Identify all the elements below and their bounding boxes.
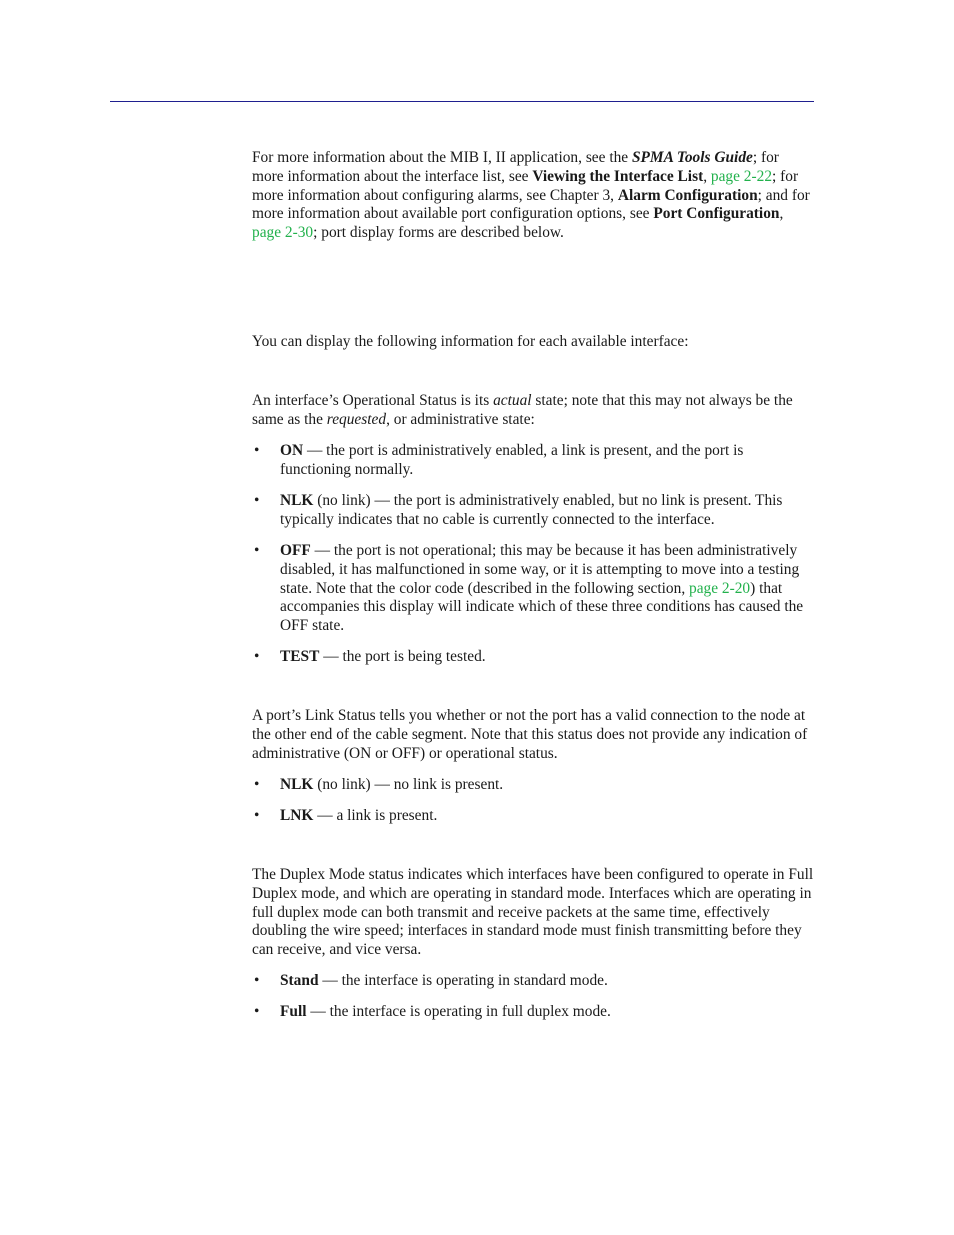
list-item-text — [280, 776, 814, 795]
bullet-icon: • — [254, 442, 260, 459]
list-item-text — [280, 542, 814, 636]
intro-text: , — [703, 167, 711, 185]
term-description: — the interface is operating in full duplex mode. — [306, 1003, 611, 1020]
page-2-20-link[interactable]: page 2-20 — [689, 579, 751, 597]
op-emphasis-actual: actual — [493, 392, 532, 409]
term-nlk: NLK — [280, 776, 314, 793]
page-2-22-link[interactable]: page 2-22 — [710, 167, 773, 185]
term-test: TEST — [280, 648, 320, 665]
op-text: , or administrative state: — [386, 410, 535, 428]
port-configuration-ref: Port Configuration — [653, 205, 780, 223]
display-intro: You can display the following information for each available interface: — [252, 333, 689, 350]
term-nlk: NLK — [280, 492, 314, 509]
bullet-icon: • — [254, 776, 260, 793]
term-description: — a link is present. — [313, 807, 438, 824]
term-description: (no link) — the port is administratively enabled, but no link is present. This typically indicates that no cable is currently connected to the interface. — [280, 492, 783, 528]
term-description: — the port is administratively enabled, a link is present, and the port is functioning normally. — [280, 442, 744, 478]
bullet-icon: • — [254, 492, 260, 509]
list-item-text — [280, 442, 814, 480]
bullet-icon: • — [254, 648, 260, 665]
duplex-mode-paragraph: The Duplex Mode status indicates which interfaces have been configured to operate in Full Duplex mode, and which are operating in standard mode. Interfaces which are operating in full duplex mode can both transmit and receive packets at the same time, effectively doubling the wire speed; interfaces in standard mode must finish transmitting before they can receive, and vice versa. — [252, 866, 814, 959]
intro-text: For more information about the MIB I, II application, see the — [252, 149, 632, 166]
term-description: — the interface is operating in standard mode. — [318, 972, 608, 989]
list-item-text — [280, 972, 814, 991]
list-item-text — [280, 807, 814, 826]
link-status-paragraph: A port’s Link Status tells you whether or not the port has a valid connection to the node at the other end of the cable segment. Note that this status does not provide any indication of administrative (ON or OFF) or operational status. — [252, 707, 808, 762]
intro-text: ; for more information about the interface list, see — [252, 149, 779, 185]
op-text: An interface’s Operational Status is its — [252, 392, 494, 409]
term-on: ON — [280, 442, 304, 459]
header-rule — [110, 101, 814, 102]
intro-text: , — [779, 205, 784, 223]
intro-paragraph — [252, 149, 814, 243]
viewing-interface-list-ref: Viewing the Interface List — [532, 167, 704, 185]
bullet-icon: • — [254, 972, 260, 989]
intro-text: ; and for more information about available port configuration options, see — [252, 186, 810, 223]
term-description: — the port is not operational; this may be because it has been administratively disabled, it has malfunctioned in some way, or it is attempting to move into a testing state. Note that the color code (described in the following section, — [280, 542, 800, 597]
op-text: state; note that this may not always be the same as the — [252, 392, 793, 428]
term-description: ) that accompanies this display will indicate which of these three conditions has caused the OFF state. — [280, 579, 804, 635]
list-item-text — [280, 492, 814, 530]
intro-text: ; for more information about configuring alarms, see Chapter 3, — [252, 167, 799, 204]
term-description: — the port is being tested. — [319, 648, 486, 665]
bullet-icon: • — [254, 1003, 260, 1020]
term-full: Full — [280, 1003, 307, 1020]
term-off: OFF — [280, 542, 311, 559]
bullet-icon: • — [254, 542, 260, 559]
spma-tools-guide-ref: SPMA Tools Guide — [631, 149, 753, 166]
term-stand: Stand — [280, 972, 319, 989]
intro-text: ; port display forms are described below. — [313, 224, 564, 242]
list-item-text — [280, 648, 814, 667]
term-description: (no link) — no link is present. — [313, 776, 504, 793]
op-emphasis-requested: requested — [326, 410, 387, 428]
term-lnk: LNK — [280, 807, 314, 824]
list-item-text — [280, 1003, 814, 1022]
alarm-configuration-ref: Alarm Configuration — [617, 186, 758, 204]
operational-status-paragraph — [252, 392, 814, 430]
bullet-icon: • — [254, 807, 260, 824]
page-2-30-link[interactable]: page 2-30 — [252, 224, 314, 242]
